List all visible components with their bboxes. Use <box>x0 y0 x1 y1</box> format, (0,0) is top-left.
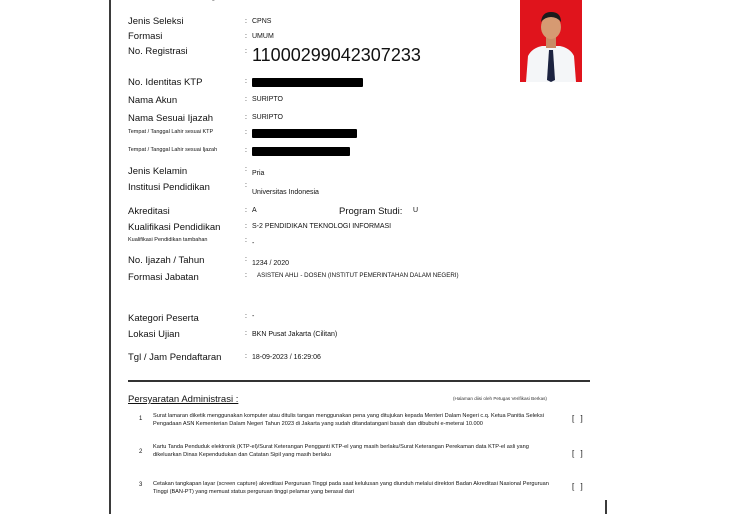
value-formasi-jabatan: ASISTEN AHLI - DOSEN (INSTITUT PEMERINTAHAN DALAM NEGERI) <box>257 272 459 279</box>
value-nama-ijazah: SURIPTO <box>252 114 283 121</box>
label-formasi-jabatan: Formasi Jabatan <box>128 272 199 283</box>
colon: : <box>245 78 247 85</box>
applicant-photo-figure <box>520 0 582 82</box>
value-kategori-peserta: - <box>252 313 255 320</box>
label-kategori-peserta: Kategori Peserta <box>128 313 199 324</box>
value-kualifikasi-tambahan: - <box>252 240 255 247</box>
label-jenis-seleksi: Jenis Seleksi <box>128 16 184 27</box>
colon: : <box>245 223 247 230</box>
value-nama-akun: SURIPTO <box>252 96 283 103</box>
value-jenis-kelamin: Pria <box>252 170 265 177</box>
colon: : <box>245 114 247 121</box>
applicant-photo <box>520 0 582 82</box>
colon: : <box>245 207 247 214</box>
requirement-number: 1 <box>139 416 143 422</box>
requirement-checkbox[interactable]: [ ] <box>572 414 585 423</box>
value-no-ijazah: 1234 / 2020 <box>252 260 289 267</box>
colon: : <box>245 237 247 244</box>
colon: : <box>245 147 247 154</box>
label-tgl-pendaftaran: Tgl / Jam Pendaftaran <box>128 352 222 363</box>
label-no-ijazah: No. Ijazah / Tahun <box>128 255 205 266</box>
colon: : <box>245 33 247 40</box>
label-nama-ijazah: Nama Sesuai Ijazah <box>128 113 214 124</box>
value-institusi: Universitas Indonesia <box>252 189 319 196</box>
colon: : <box>245 166 247 173</box>
label-kualifikasi: Kualifikasi Pendidikan <box>128 222 221 233</box>
label-akreditasi: Akreditasi <box>128 206 170 217</box>
requirement-number: 3 <box>139 482 143 488</box>
redacted-ttl-ijazah <box>252 147 350 156</box>
value-formasi: UMUM <box>252 33 274 40</box>
label-lokasi-ujian: Lokasi Ujian <box>128 329 180 340</box>
requirement-number: 2 <box>139 449 143 455</box>
colon: : <box>245 129 247 136</box>
redacted-ttl-ktp <box>252 129 357 138</box>
requirement-text: Kartu Tanda Penduduk elektronik (KTP-el)/Surat Keterangan Pengganti KTP-el yang masih berlaku/Surat Keterangan Perekaman data KTP-el asli yang dikeluarkan Dinas Kependudukan dan Catatan Sipil yang masih berlaku <box>153 444 529 458</box>
label-formasi: Formasi <box>128 31 163 42</box>
redacted-ktp-number <box>252 78 363 87</box>
right-margin <box>605 0 750 500</box>
label-institusi: Institusi Pendidikan <box>128 182 210 193</box>
colon: : <box>245 182 247 189</box>
requirements-note: (Halaman diisi oleh Petugas Verifikasi Berkas) <box>453 396 547 401</box>
colon: : <box>245 18 247 25</box>
value-no-registrasi: 11000299042307233 <box>252 45 421 65</box>
value-kualifikasi: S-2 PENDIDIKAN TEKNOLOGI INFORMASI <box>252 223 392 230</box>
requirement-text: Cetakan tangkapan layar (screen capture) akreditasi Perguruan Tinggi pada saat kelulusan yang diunduh melalui direktori Badan Akreditasi Nasional Perguruan Tinggi (BAN-PT) yang memuat status perguruan tinggi pelamar yang berasal dari <box>153 481 549 495</box>
colon: : <box>245 272 247 279</box>
label-kualifikasi-tambahan: Kualifikasi Pendidikan tambahan <box>128 237 208 243</box>
label-jenis-kelamin: Jenis Kelamin <box>128 166 188 177</box>
colon: : <box>245 313 247 320</box>
label-no-registrasi: No. Registrasi <box>128 46 188 57</box>
requirement-checkbox[interactable]: [ ] <box>572 449 585 458</box>
colon: : <box>245 48 247 55</box>
label-ttl-ktp: Tempat / Tanggal Lahir sesuai KTP <box>128 129 214 135</box>
value-tgl-pendaftaran: 18-09-2023 / 16:29:06 <box>252 354 321 361</box>
label-nama-akun: Nama Akun <box>128 95 178 106</box>
value-jenis-seleksi: CPNS <box>252 18 272 25</box>
label-program-studi: Program Studi: <box>339 206 403 217</box>
left-margin <box>0 0 109 500</box>
value-program-studi: U <box>413 207 419 214</box>
header-partial-title <box>128 0 225 1</box>
value-lokasi-ujian: BKN Pusat Jakarta (Cilitan) <box>252 331 338 338</box>
colon: : <box>245 96 247 103</box>
value-akreditasi: A <box>252 207 257 214</box>
requirements-title: Persyaratan Administrasi : <box>128 394 239 405</box>
colon: : <box>245 353 247 360</box>
registration-card-page <box>109 0 607 514</box>
colon: : <box>245 330 247 337</box>
label-ttl-ijazah: Tempat / Tanggal Lahir sesuai Ijazah <box>128 147 218 153</box>
label-no-ktp: No. Identitas KTP <box>128 77 203 88</box>
colon: : <box>245 256 247 263</box>
requirement-checkbox[interactable]: [ ] <box>572 482 585 491</box>
requirement-text: Surat lamaran diketik menggunakan komputer atau ditulis tangan menggunakan pena yang ditujukan kepada Menteri Dalam Negeri c.q. Ketua Panitia Seleksi Pengadaan ASN Kementerian Dalam Negeri Tahun 2023 di Jakarta yang sudah ditandatangani basah dan dibubuhi e-meterai 10.000 <box>153 413 544 427</box>
section-divider <box>128 380 590 382</box>
